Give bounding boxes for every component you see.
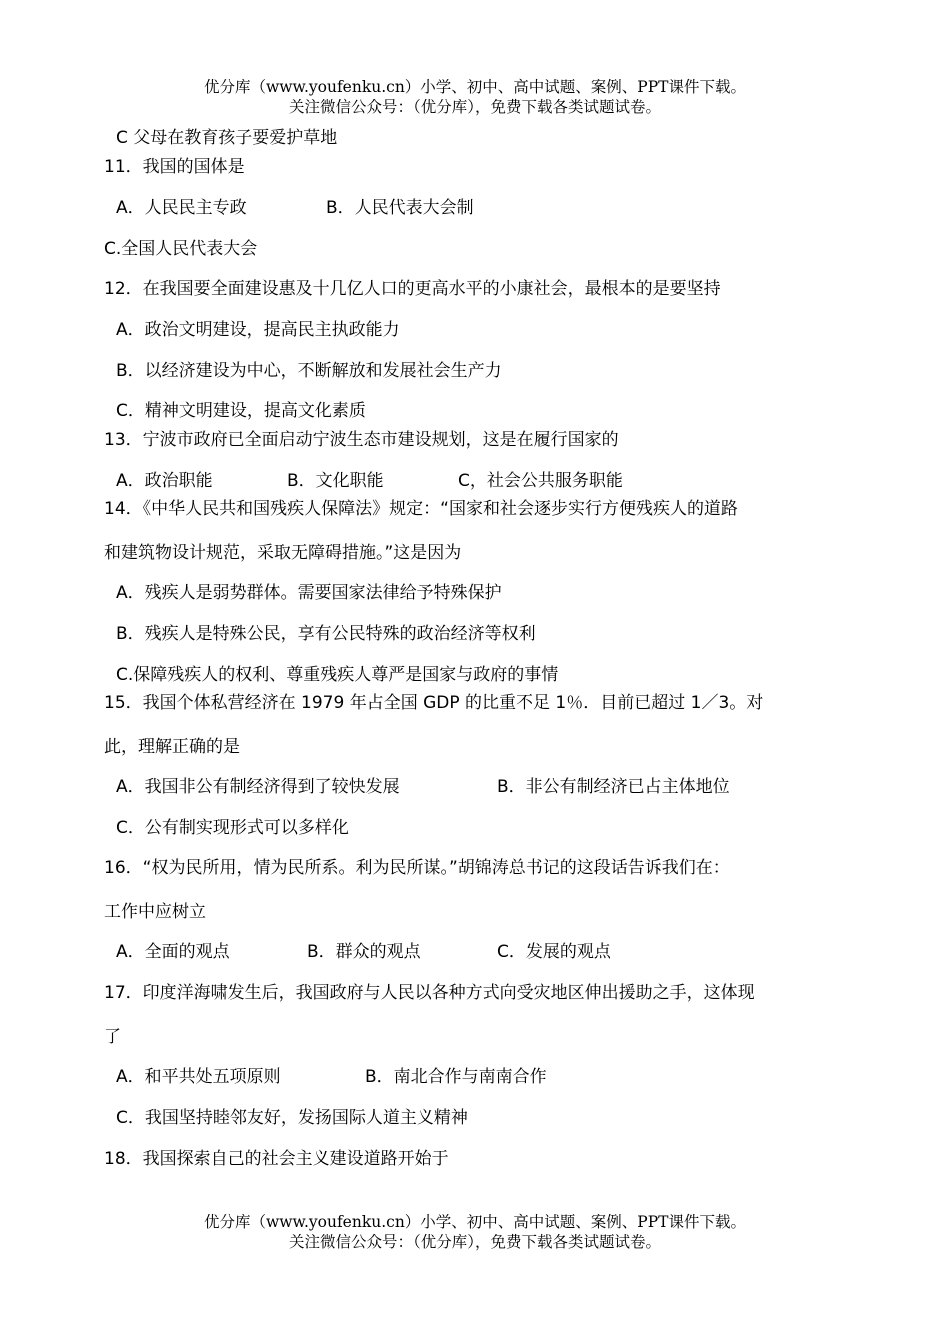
question-16-option-c: C．发展的观点 [497,942,611,962]
header-line-2: 关注微信公众号：（优分库），免费下载各类试题试卷。 [288,98,661,116]
header-line-1: 优分库（www.youfenku.cn）小学、初中、高中试题、案例、PPT课件下载。 [203,78,747,96]
question-17-option-a: A．和平共处五项原则 [116,1067,281,1087]
footer-line-1: 优分库（www.youfenku.cn）小学、初中、高中试题、案例、PPT课件下载。 [203,1213,747,1231]
question-15-stem-line-2: 此，理解正确的是 [104,737,240,757]
question-12-option-c: C．精神文明建设，提高文化素质 [116,401,366,421]
footer-line-2: 关注微信公众号：（优分库），免费下载各类试题试卷。 [288,1233,661,1251]
question-17-stem-line-1: 17．印度洋海啸发生后，我国政府与人民以各种方式向受灾地区伸出援助之手，这体现 [104,983,755,1003]
question-14-option-b: B．残疾人是特殊公民，享有公民特殊的政治经济等权利 [116,624,536,644]
question-14-stem-line-1: 14．《中华人民共和国残疾人保障法》规定：“国家和社会逐步实行方便残疾人的道路 [104,499,738,519]
question-13-option-c: C，社会公共服务职能 [458,471,623,491]
question-18-stem: 18．我国探索自己的社会主义建设道路开始于 [104,1149,449,1169]
question-12-stem: 12．在我国要全面建设惠及十几亿人口的更高水平的小康社会，最根本的是要坚持 [104,279,721,299]
question-15-option-b: B．非公有制经济已占主体地位 [497,777,730,797]
question-17-option-c: C．我国坚持睦邻友好，发扬国际人道主义精神 [116,1108,468,1128]
question-11-option-b: B．人民代表大会制 [326,198,474,218]
question-14-option-a: A．残疾人是弱势群体。需要国家法律给予特殊保护 [116,583,502,603]
question-14-option-c: C.保障残疾人的权利、尊重残疾人尊严是国家与政府的事情 [116,665,559,685]
question-15-option-a: A．我国非公有制经济得到了较快发展 [116,777,400,797]
question-17-stem-line-2: 了 [104,1027,121,1047]
question-16-stem-line-2: 工作中应树立 [104,902,206,922]
question-11-option-a: A．人民民主专政 [116,198,247,218]
question-11-option-c: C.全国人民代表大会 [104,239,258,259]
question-17-option-b: B．南北合作与南南合作 [365,1067,547,1087]
question-13-option-b: B．文化职能 [287,471,384,491]
question-15-option-c: C．公有制实现形式可以多样化 [116,818,349,838]
option-line: C 父母在教育孩子要爱护草地 [116,128,338,148]
question-13-stem: 13．宁波市政府已全面启动宁波生态市建设规划，这是在履行国家的 [104,430,619,450]
question-11-stem: 11．我国的国体是 [104,157,245,177]
question-16-stem-line-1: 16．“权为民所用，情为民所系。利为民所谋。”胡锦涛总书记的这段话告诉我们在： [104,858,730,878]
question-16-option-a: A．全面的观点 [116,942,230,962]
question-16-option-b: B．群众的观点 [307,942,421,962]
question-12-option-a: A．政治文明建设，提高民主执政能力 [116,320,400,340]
question-12-option-b: B．以经济建设为中心，不断解放和发展社会生产力 [116,361,502,381]
question-13-option-a: A．政治职能 [116,471,213,491]
question-14-stem-line-2: 和建筑物设计规范，采取无障碍措施。”这是因为 [104,543,462,563]
question-15-stem-line-1: 15．我国个体私营经济在 1979 年占全国 GDP 的比重不足 1％．目前已超过 1／3。对 [104,693,764,713]
